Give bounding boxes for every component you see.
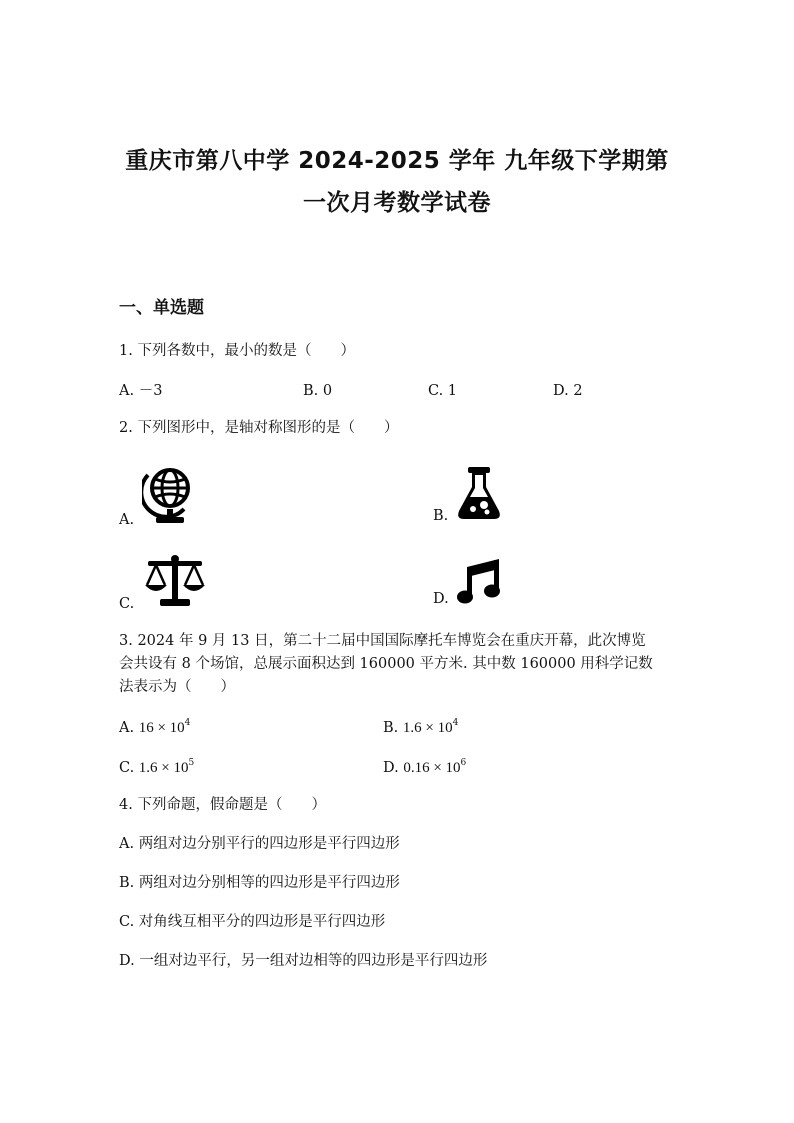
flask-icon bbox=[456, 467, 502, 521]
globe-icon bbox=[142, 461, 198, 525]
section-heading: 一、单选题 bbox=[119, 298, 204, 318]
question-1-stem: 1. 下列各数中，最小的数是（ ） bbox=[119, 343, 355, 359]
scales-icon bbox=[144, 555, 206, 607]
q2-label-b: B. bbox=[433, 508, 449, 524]
q2-label-c: C. bbox=[119, 596, 135, 612]
question-3-stem bbox=[119, 630, 679, 699]
q4-option-a: A. 两组对边分别平行的四边形是平行四边形 bbox=[119, 836, 400, 852]
q4-option-c: C. 对角线互相平分的四边形是平行四边形 bbox=[119, 914, 386, 930]
question-2-stem: 2. 下列图形中，是轴对称图形的是（ ） bbox=[119, 420, 399, 436]
q1-option-d: D. 2 bbox=[553, 383, 583, 399]
q4-option-d: D. 一组对边平行，另一组对边相等的四边形是平行四边形 bbox=[119, 953, 488, 969]
q3-option-c: C. $1.6 \times 10^5$ bbox=[119, 758, 195, 776]
music-note-icon bbox=[457, 559, 501, 605]
q1-option-b: B. 0 bbox=[303, 383, 333, 399]
q3-line-1: 3. 2024 年 9 月 13 日，第二十二届中国国际摩托车博览会在重庆开幕，此次博览 bbox=[119, 633, 646, 649]
q4-option-b: B. 两组对边分别相等的四边形是平行四边形 bbox=[119, 875, 400, 891]
q1-option-a: A. －3 bbox=[119, 383, 163, 399]
q2-label-a: A. bbox=[119, 512, 135, 528]
exam-title-line1: 重庆市第八中学 2024-2025 学年 九年级下学期第 bbox=[125, 148, 669, 174]
q1-option-c: C. 1 bbox=[428, 383, 458, 399]
exam-title-line2: 一次月考数学试卷 bbox=[303, 190, 491, 216]
q3-line-3: 法表示为（ ） bbox=[119, 679, 235, 695]
q3-option-b: B. $1.6 \times 10^4$ bbox=[383, 718, 459, 736]
question-4-stem: 4. 下列命题，假命题是（ ） bbox=[119, 797, 326, 813]
q2-label-d: D. bbox=[433, 591, 449, 607]
q3-option-d: D. $0.16 \times 10^6$ bbox=[383, 758, 467, 776]
q3-line-2: 会共设有 8 个场馆，总展示面积达到 160000 平方米. 其中数 160000 用科学记数 bbox=[119, 656, 653, 672]
q3-option-a: A. $16 \times 10^4$ bbox=[119, 718, 191, 736]
